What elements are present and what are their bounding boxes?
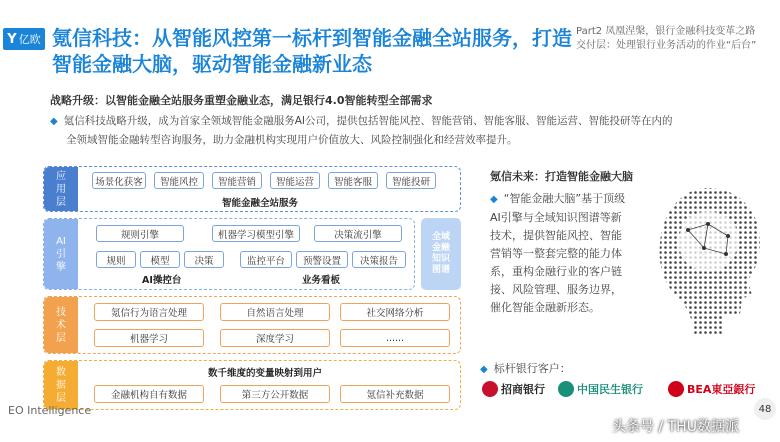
logo-text: 亿欧: [18, 33, 41, 46]
part-subtitle: [576, 25, 772, 53]
app-item: 智能运营: [270, 172, 320, 189]
knowledge-graph-block: 全域金融知识图谱: [421, 218, 461, 290]
strategy-line-1: 氪信科技战略升级，成为首家全领域智能金融服务AI公司，提供包括智能风控、智能营销、智能客服、智能运营、智能投研等在内的: [63, 115, 673, 127]
app-item: 智能营销: [212, 172, 262, 189]
tech-item: 深度学习: [220, 329, 330, 347]
tech-item: 氪信行为语言处理: [94, 303, 204, 321]
ai-dashboard-item: 预警设置: [296, 251, 348, 268]
cmbc-logo-icon: [558, 381, 574, 397]
data-item: 氪信补充数据: [340, 385, 450, 403]
y-logo-icon: Y: [7, 31, 17, 47]
technology-layer-label: 技术层: [44, 297, 78, 353]
diamond-bullet-icon: ◆: [50, 116, 58, 127]
data-layer-caption: 数千维度的变量映射到用户: [208, 368, 323, 379]
ai-row1-item: 规则引擎: [96, 225, 184, 242]
page-title: 氪信科技：从智能风控第一标杆到智能金融全站服务，打造智能金融大脑，驱动智能金融新业态: [52, 26, 572, 76]
part-line-1: Part2 凤凰涅槃，银行金融科技变革之路: [576, 26, 756, 37]
watermark: 头条号 / THU数据派: [612, 419, 739, 435]
app-item: 智能风控: [154, 172, 204, 189]
bank-logo-bea: BEA東亞銀行: [668, 378, 755, 400]
yiou-logo: [3, 28, 45, 50]
ai-engine-layer-label: AI引擎: [44, 219, 78, 289]
bank-logo-cmb: 招商银行: [482, 378, 545, 400]
ai-engine-layer: [43, 218, 415, 290]
ai-dashboard-item: 决策报告: [352, 251, 406, 268]
ai-row1-item: 机器学习模型引擎: [212, 225, 300, 242]
part-line-2: 交付层：处理银行业务活动的作业“后台”: [576, 40, 757, 51]
data-layer: [43, 360, 461, 410]
ai-dashboard-item: 监控平台: [240, 251, 292, 268]
ai-console-item: 模型: [140, 251, 180, 268]
bea-logo-icon: [668, 381, 684, 397]
ai-dashboard-caption: 业务看板: [302, 275, 341, 286]
app-item: 场景化获客: [92, 172, 146, 189]
tech-item: 社交网络分析: [340, 303, 450, 321]
future-heading: 氪信未来：打造智能金融大脑: [490, 170, 633, 183]
technology-layer: [43, 296, 461, 354]
bank-clients-label: ◆ 标杆银行客户：: [480, 362, 571, 375]
data-item: 第三方公开数据: [220, 385, 330, 403]
cmb-logo-icon: [482, 381, 498, 397]
strategy-text: [50, 112, 740, 149]
ai-console-caption: AI操控台: [142, 275, 182, 286]
strategy-line-2: 全领域智能金融转型咨询服务，助力金融机构实现用户价值放大、风险控制强化和经营效率提升。: [66, 134, 518, 146]
future-text: ◆ “智能金融大脑”基于顶级 AI引擎与全域知识图谱等新 技术，提供智能风控、智能 营销等一整套完整的能力体 系，重构金融行业的客户链 接、风险管理、服务边界， 催化智能金融新形态。: [490, 192, 626, 314]
ai-console-item: 决策: [184, 251, 224, 268]
data-layer-label: 数据层: [44, 361, 78, 409]
footer-brand: EO Intelligence: [8, 404, 92, 417]
app-item: 智能客服: [328, 172, 378, 189]
diamond-bullet-icon: ◆: [490, 194, 498, 205]
application-layer: [43, 166, 461, 212]
ai-console-item: 规则: [96, 251, 136, 268]
tech-item: 机器学习: [94, 329, 204, 347]
data-item: 金融机构自有数据: [94, 385, 204, 403]
ai-head-illustration-icon: [648, 180, 768, 340]
strategy-heading: 战略升级：以智能金融全站服务重塑金融业态，满足银行4.0智能转型全部需求: [50, 94, 433, 107]
page-number: 48: [754, 398, 776, 420]
diamond-bullet-icon: ◆: [480, 364, 488, 375]
ai-row1-item: 决策流引擎: [314, 225, 402, 242]
bank-logo-cmbc: 中国民生银行: [558, 378, 643, 400]
architecture-diagram: [43, 158, 461, 410]
app-item: 智能投研: [386, 172, 436, 189]
application-layer-label: 应用层: [44, 167, 78, 211]
tech-item: ......: [340, 329, 450, 347]
app-layer-caption: 智能金融全站服务: [222, 198, 299, 209]
tech-item: 自然语言处理: [220, 303, 330, 321]
